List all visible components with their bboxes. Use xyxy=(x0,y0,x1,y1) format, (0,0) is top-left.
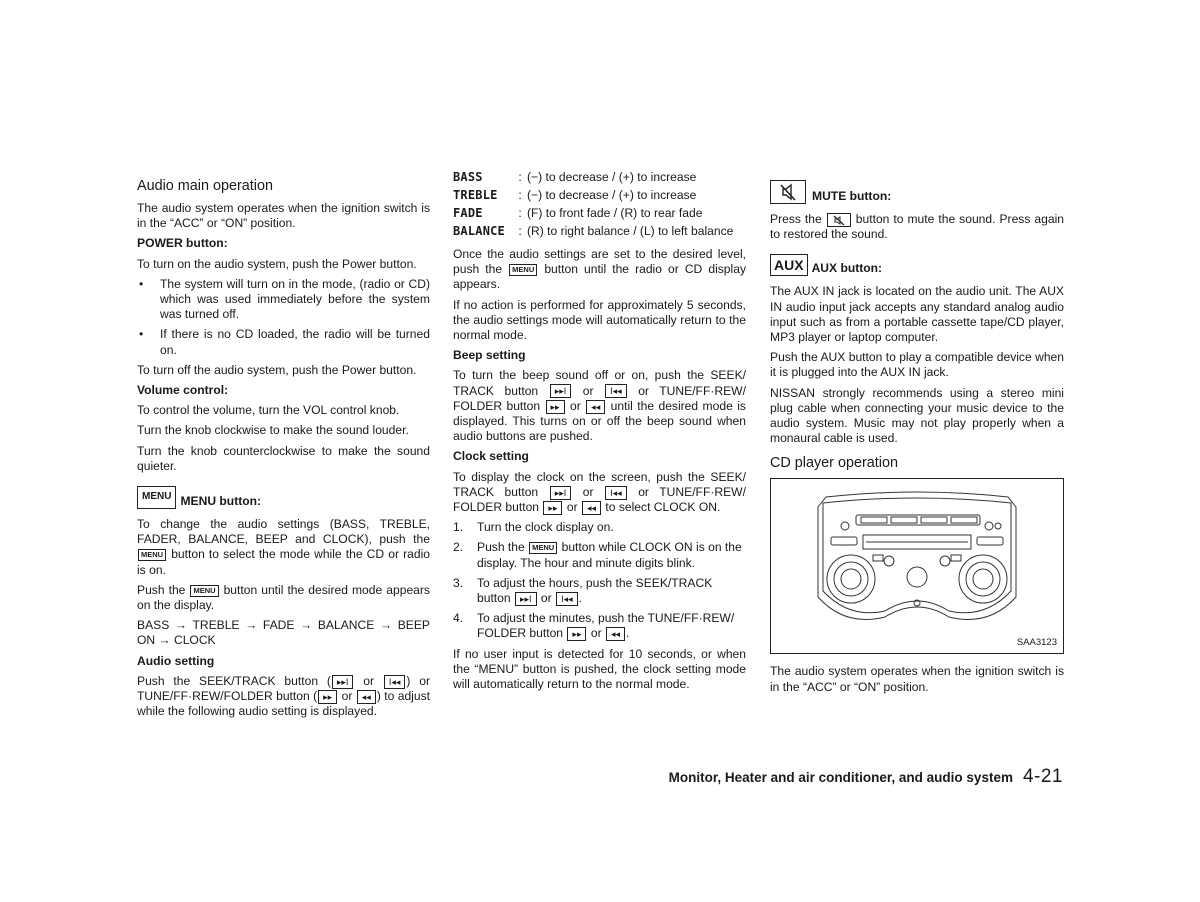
menu-key-icon: MENU xyxy=(529,542,557,554)
power-bullets xyxy=(137,277,430,358)
column-left xyxy=(137,170,430,724)
aux-text-2: Push the AUX button to play a compatible device when it is plugged into the AUX IN jack. xyxy=(770,350,1064,380)
step-number: 2. xyxy=(453,540,464,555)
step-number: 1. xyxy=(453,520,464,535)
audio-text-b: or xyxy=(363,673,375,688)
fast-forward-icon: ▸▸ xyxy=(567,627,586,641)
mute-speaker-icon xyxy=(770,180,806,204)
audio-text-e: ) to adjust while the following audio setting is displayed. xyxy=(137,689,430,719)
setting-desc: (R) to right balance / (L) to left balance xyxy=(527,224,734,238)
clock-steps xyxy=(453,520,746,641)
menu-key-icon: MENU xyxy=(138,549,166,561)
audio-unit-illustration xyxy=(771,479,1063,653)
setting-desc: (−) to decrease / (+) to increase xyxy=(527,188,697,202)
menu-text-2 xyxy=(137,583,430,613)
power-on-text: To turn on the audio system, push the Power button. xyxy=(137,256,417,271)
menu-heading-row xyxy=(137,486,430,509)
aux-heading: AUX button: xyxy=(811,261,883,276)
intro-text: The audio system operates when the ignition switch is in the “ACC” or “ON” position. xyxy=(137,201,430,231)
column-middle xyxy=(453,170,746,697)
seek-up-icon: ▸▸I xyxy=(550,486,572,500)
aux-key-icon: AUX xyxy=(770,254,808,276)
rewind-icon: ◂◂ xyxy=(357,690,376,704)
fast-forward-icon: ▸▸ xyxy=(318,690,337,704)
section-title-cd-player: CD player operation xyxy=(770,455,898,472)
section-title-audio-main: Audio main operation xyxy=(137,178,274,194)
menu-key-icon: MENU xyxy=(509,264,537,276)
step-item: 4. To adjust the minutes, push the TUNE/FF·REW/ FOLDER button ▸▸ or ◂◂ . xyxy=(453,611,735,641)
settings-table xyxy=(453,170,733,242)
step-number: 4. xyxy=(453,611,464,626)
once-text xyxy=(453,247,746,293)
step-text: or xyxy=(590,626,602,641)
setting-row xyxy=(453,170,733,188)
page-footer xyxy=(669,766,1063,788)
step-item xyxy=(453,540,746,570)
mute-heading-row xyxy=(770,180,1064,204)
step-item: 3. To adjust the hours, push the SEEK/TRACK button ▸▸I or I◂◂ . xyxy=(453,575,713,606)
setting-row xyxy=(453,206,733,224)
beep-heading: Beep setting xyxy=(453,348,526,363)
step-text: To adjust the hours, push the SEEK/TRACK button xyxy=(477,575,713,606)
step-text: Turn the clock display on. xyxy=(477,520,614,535)
bullet-item: • If there is no CD loaded, the radio will be turned on. xyxy=(137,327,430,357)
mute-text xyxy=(770,212,1064,242)
audio-text-a: Push the SEEK/TRACK button ( xyxy=(137,673,331,688)
clock-text-d: or xyxy=(566,500,578,515)
cd-text: The audio system operates when the ignition switch is in the “ACC” or “ON” position. xyxy=(770,664,1064,694)
mute-text-b: button to mute the sound. Press again to restored the sound. xyxy=(770,212,1064,242)
fast-forward-icon: ▸▸ xyxy=(543,501,562,515)
step-item xyxy=(453,520,746,535)
mode-sequence: BASS → TREBLE → FADE → BALANCE → BEEP ON → CLOCK xyxy=(137,618,430,648)
clock-text-e: to select CLOCK ON. xyxy=(605,500,721,515)
menu-text-2a: Push the xyxy=(137,582,186,597)
step-number: 3. xyxy=(453,575,464,590)
beep-text-e: until the desired mode is displayed. This turns on or off the beep sound when audio buttons are pushed. xyxy=(453,398,746,444)
menu-text-1 xyxy=(137,517,430,578)
step-text: Push the xyxy=(477,540,525,555)
volume-text-3: Turn the knob counterclockwise to make the sound quieter. xyxy=(137,443,430,473)
audio-text-d: or xyxy=(341,689,353,704)
noaction-text: If no action is performed for approximately 5 seconds, the audio settings mode will automatically return to the normal mode. xyxy=(453,297,746,343)
once-text-a: Once the audio settings are set to the desired level, push the xyxy=(453,247,746,277)
step-text: button while CLOCK ON is on the display. The hour and minute digits blink. xyxy=(477,540,742,570)
seek-down-icon: I◂◂ xyxy=(605,486,627,500)
setting-name: TREBLE xyxy=(453,188,498,202)
step-text: or xyxy=(540,591,552,606)
clock-text-c: or TUNE/FF·REW/ FOLDER button xyxy=(453,484,746,515)
clock-text xyxy=(453,470,746,516)
setting-sep: : xyxy=(518,206,522,220)
seek-up-icon: ▸▸I xyxy=(550,384,572,398)
setting-desc: (F) to front fade / (R) to rear fade xyxy=(527,206,703,220)
rewind-icon: ◂◂ xyxy=(606,627,625,641)
aux-text-3: NISSAN strongly recommends using a stereo mini plug cable when connecting your music device to the audio system. Music may not play properly when a monaural cable is used. xyxy=(770,385,1064,446)
nouser-text: If no user input is detected for 10 seconds, or when the “MENU” button is pushed, the clock setting mode will automatically return to the normal mode. xyxy=(453,646,746,692)
setting-row xyxy=(453,188,733,206)
beep-text-b: or xyxy=(582,383,594,398)
beep-text-a: To turn the beep sound off or on, push the SEEK/ TRACK button xyxy=(453,368,746,398)
step-text: To adjust the minutes, push the TUNE/FF·REW/ FOLDER button xyxy=(477,611,735,641)
mute-speaker-icon xyxy=(827,213,851,227)
clock-text-a: To display the clock on the screen, push the SEEK/ TRACK button xyxy=(453,469,746,499)
menu-text-2b: button until the desired mode appears on the display. xyxy=(137,582,430,613)
clock-text-b: or xyxy=(582,484,594,499)
beep-text-c: or TUNE/FF·REW/ FOLDER button xyxy=(453,383,746,413)
menu-text-1a: To change the audio settings (BASS, TREBLE, FADER, BALANCE, BEEP and CLOCK), push the xyxy=(137,517,430,547)
seek-up-icon: ▸▸I xyxy=(515,592,537,606)
mute-text-a: Press the xyxy=(770,212,822,226)
menu-key-icon: MENU xyxy=(190,585,218,597)
beep-text-d: or xyxy=(569,398,581,413)
page-number: 4-21 xyxy=(1022,766,1063,787)
menu-text-1b: button to select the mode while the CD or radio is on. xyxy=(137,547,430,577)
setting-sep: : xyxy=(518,188,522,202)
seek-up-icon: ▸▸I xyxy=(332,675,354,689)
rewind-icon: ◂◂ xyxy=(586,400,605,414)
aux-heading-row xyxy=(770,254,1064,276)
seek-down-icon: I◂◂ xyxy=(605,384,627,398)
setting-sep: : xyxy=(518,170,522,184)
audio-setting-heading: Audio setting xyxy=(137,653,215,668)
once-text-b: button until the radio or CD display appears. xyxy=(453,262,746,292)
bullet-item: • The system will turn on in the mode, (radio or CD) which was used immediately before the system was turned off. xyxy=(137,277,430,323)
beep-text xyxy=(453,368,746,444)
setting-name: BASS xyxy=(453,170,483,184)
setting-name: BALANCE xyxy=(453,224,505,238)
setting-name: FADE xyxy=(453,206,483,220)
setting-sep: : xyxy=(518,224,522,238)
rewind-icon: ◂◂ xyxy=(582,501,601,515)
seek-down-icon: I◂◂ xyxy=(384,675,406,689)
column-right xyxy=(770,170,1064,700)
aux-text-1: The AUX IN jack is located on the audio unit. The AUX IN audio input jack accepts any standard analog audio input such as from a portable cassette tape/CD player, MP3 player or laptop computer. xyxy=(770,284,1064,345)
menu-heading: MENU button: xyxy=(180,493,262,508)
seek-down-icon: I◂◂ xyxy=(556,592,578,606)
mute-heading: MUTE button: xyxy=(812,188,892,203)
audio-unit-figure xyxy=(770,478,1064,654)
power-off-text: To turn off the audio system, push the Power button. xyxy=(137,362,417,377)
volume-heading: Volume control: xyxy=(137,383,229,398)
volume-text-1: To control the volume, turn the VOL control knob. xyxy=(137,403,400,418)
setting-row xyxy=(453,224,733,242)
menu-key-icon: MENU xyxy=(137,486,176,509)
figure-label: SAA3123 xyxy=(1016,637,1057,649)
volume-text-2: Turn the knob clockwise to make the sound louder. xyxy=(137,423,409,438)
footer-title: Monitor, Heater and air conditioner, and audio system xyxy=(668,770,1013,785)
fast-forward-icon: ▸▸ xyxy=(546,400,565,414)
power-heading: POWER button: xyxy=(137,236,228,251)
clock-heading: Clock setting xyxy=(453,449,529,464)
audio-setting-text xyxy=(137,674,430,720)
setting-desc: (−) to decrease / (+) to increase xyxy=(527,170,697,184)
audio-text-c: ) or TUNE/FF·REW/FOLDER button ( xyxy=(137,673,430,704)
